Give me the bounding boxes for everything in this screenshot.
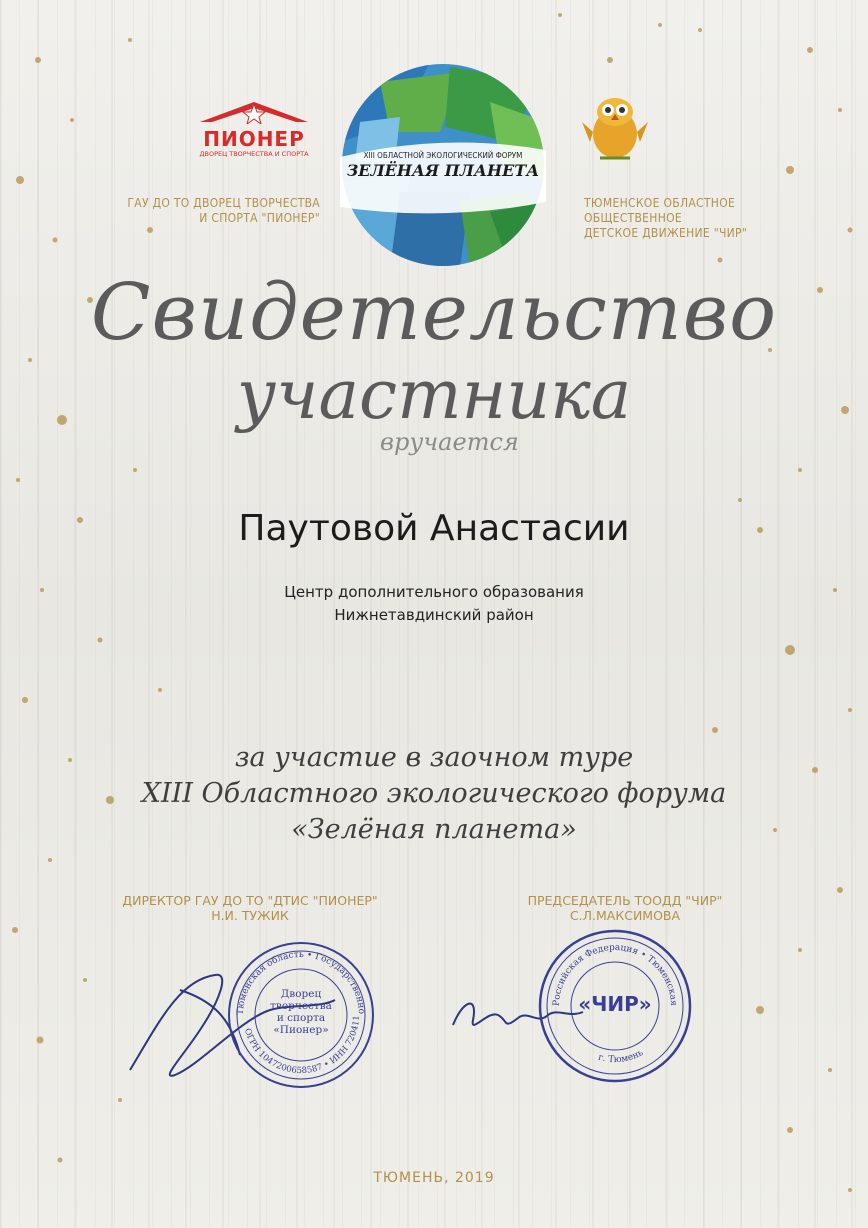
left-signatory-title: ДИРЕКТОР ГАУ ДО ТО "ДТИС "ПИОНЕР" [122,893,378,908]
certificate-title-line1: Свидетельство [90,268,778,358]
forum-logo-line2: ЗЕЛЁНАЯ ПЛАНЕТА [346,161,540,180]
city-year: ТЮМЕНЬ, 2019 [373,1170,495,1186]
recipient-org-line1: Центр дополнительного образования [284,583,584,601]
right-stamp-bottom-text: г. Тюмень [596,1048,646,1066]
right-signatory-caption [480,893,770,923]
left-org-caption-line2: И СПОРТА "ПИОНЕР" [199,211,320,225]
left-signatory-caption [100,893,400,923]
recipient-name: Паутовой Анастасии [238,508,630,549]
right-signatory-title: ПРЕДСЕДАТЕЛЬ ТООДД "ЧИР" [527,893,723,908]
owl-icon [580,92,650,164]
forum-globe-logo [340,62,546,268]
left-stamp-center [226,988,376,1036]
right-stamp-ring-text: Российская Федерация • Тюменская [551,942,679,1007]
right-signatory-name: С.Л.МАКСИМОВА [569,908,681,923]
forum-logo-line1: XIII ОБЛАСТНОЙ ЭКОЛОГИЧЕСКИЙ ФОРУМ [363,151,523,160]
awarded-label: вручается [380,428,519,456]
right-stamp-center: «ЧИР» [578,992,652,1016]
pioneer-star-roof-icon [198,98,310,124]
left-stamp-center4: «Пионер» [273,1024,329,1036]
recipient-org-line2: Нижнетавдинский район [334,606,534,624]
right-org-caption-line1: ТЮМЕНСКОЕ ОБЛАСТНОЕ ОБЩЕСТВЕННОЕ [584,196,736,225]
left-stamp-center2: творчества [270,1000,332,1012]
reason-line1: за участие в заочном туре [234,742,634,773]
left-org-caption-line1: ГАУ ДО ТО ДВОРЕЦ ТВОРЧЕСТВА [127,196,320,210]
left-stamp-ring-text: Тюменская область • Государственно [235,949,367,1016]
reason-line2: XIII Областного экологического форума [141,778,727,809]
pioneer-logo [198,98,310,159]
svg-text:г. Тюмень [597,1048,645,1065]
left-signatory-name: Н.И. ТУЖИК [211,908,289,923]
pioneer-logo-name: ПИОНЕР [203,127,305,151]
reason-line3: «Зелёная планета» [291,814,577,845]
left-stamp-center3: и спорта [276,1012,326,1024]
right-org-caption [584,196,814,241]
left-stamp-center1: Дворец [280,988,322,1000]
pioneer-logo-subtitle: ДВОРЕЦ ТВОРЧЕСТВА И СПОРТА [199,150,309,158]
left-official-stamp [226,940,376,1090]
certificate-title-line2: участника [236,356,632,435]
right-org-caption-line2: ДЕТСКОЕ ДВИЖЕНИЕ "ЧИР" [584,226,748,240]
right-official-stamp [537,928,693,1084]
left-stamp-ring-text2: ОГРН 1047200658587 • ИНН 720411 [241,1015,363,1077]
left-org-caption [120,196,320,226]
chir-owl-logo [580,92,650,164]
forum-logo-text [340,150,546,181]
